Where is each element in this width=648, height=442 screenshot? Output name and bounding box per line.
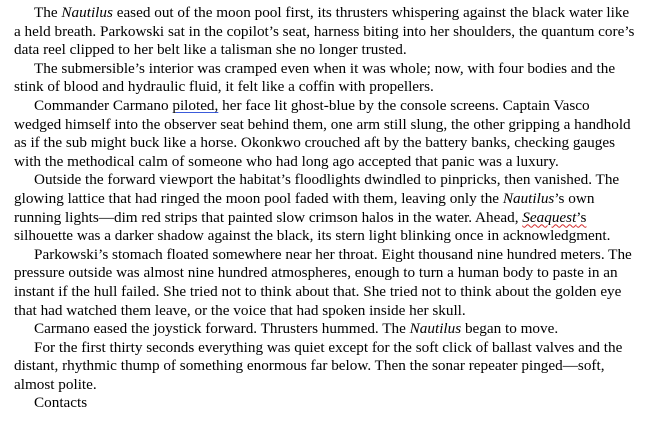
paragraph-8: Contacts [34, 394, 88, 412]
paragraph-2: The submersible’s interior was cramped even when it was whole; now, with four bodies and the stink of blood and hydraulic fluid, it felt like a coffin with propellers. [14, 59, 616, 96]
text-run: her face lit ghost-blue by the console screens. Captain Vasco wedged himself into the observer seat behind them, one arm still slung, the other gripping a handhold as if the sub might buck like a horse. Okonkwo crouched aft by the battery banks, checking gauges with the methodical calm of someone who had long ago accepted that panic was a luxury. [14, 96, 631, 170]
text-run: Outside the forward viewport the habitat’s floodlights dwindled to pinpricks, then vanished. The glowing lattice that had ringed the moon pool faded with them, leaving only the [14, 171, 620, 207]
spelling-flagged-word[interactable]: Seaquest [522, 208, 577, 226]
text-run: Carmano eased the joystick forward. Thrusters hummed. The [34, 320, 410, 338]
ship-name-italic: Nautilus [409, 320, 462, 338]
paragraph-3 [14, 97, 636, 171]
text-run: ’s own running lights—dim red strips that painted slow crimson halos in the water. Ahead, [14, 189, 595, 226]
spelling-flagged-suffix[interactable]: ’s [576, 208, 587, 226]
text-run: The [34, 4, 62, 21]
paragraph-4 [14, 171, 636, 245]
ship-name-italic: Nautilus [502, 189, 555, 207]
text-run: began to move. [461, 320, 559, 338]
document-page [14, 4, 636, 413]
ship-name-italic: Nautilus [61, 4, 113, 21]
paragraph-1 [14, 4, 636, 60]
paragraph-6 [14, 320, 636, 339]
paragraph-5: Parkowski’s stomach floated somewhere near her throat. Eight thousand nine hundred meters. The pressure outside was almost nine hundred atmospheres, enough to turn a human body to paste in an instant if the hull failed. She tried not to think about that. She tried not to think about the golden eye that had watched them leave, or the voice that had spoken inside her skull. [14, 245, 632, 319]
grammar-flagged-word[interactable]: piloted, [172, 96, 219, 114]
paragraph-7: For the first thirty seconds everything was quiet except for the soft click of ballast valves and the distant, rhythmic thump of something enormous far below. Then the sonar repeater pinged—soft, almost polite. [14, 338, 623, 393]
text-run: eased out of the moon pool first, its thrusters whispering against the black water like a held breath. Parkowski sat in the copilot’s seat, harness biting into her shoulders, the quantum core’s data reel clipped to her belt like a talisman she no longer trusted. [14, 4, 635, 59]
text-run: Commander Carmano [34, 96, 173, 114]
text-run: silhouette was a darker shadow against the black, its stern light blinking once in acknowledgment. [14, 227, 611, 245]
